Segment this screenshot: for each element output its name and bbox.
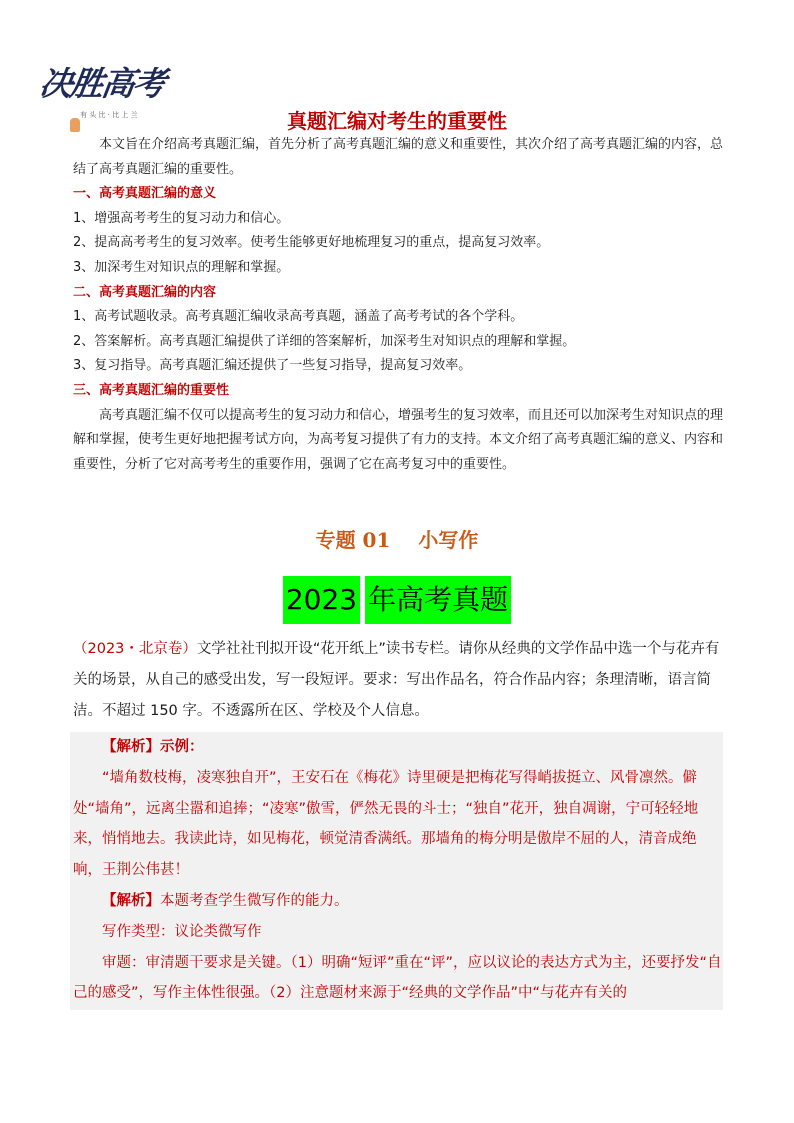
intro-section — [73, 133, 723, 477]
question-source: （2023・北京卷） — [73, 641, 197, 657]
topic-name: 小写作 — [418, 528, 479, 552]
analysis — [73, 732, 723, 1009]
section-heading: 一、高考真题汇编的意义 — [73, 186, 217, 202]
page-title: 真题汇编对考生的重要性 — [287, 109, 507, 133]
list-item: 1、高考试题收录。高考真题汇编收录高考真题，涵盖了高考考试的各个学科。 — [73, 309, 524, 325]
analysis-tag: 【解析】 — [102, 892, 160, 909]
year-banner-year: 2023 — [283, 576, 360, 624]
list-item: 3、加深考生对知识点的理解和掌握。 — [73, 259, 290, 275]
topic-label: 专题 01 — [315, 528, 391, 552]
section-heading: 三、高考真题汇编的重要性 — [73, 382, 230, 398]
example-label: 示例： — [160, 739, 204, 755]
year-banner — [0, 576, 794, 624]
review-paragraph: 审题：审清题干要求是关键。（1）明确“短评”重在“评”，应以议论的表达方式为主，还要抒发“自己的感受”，写作主体性很强。（2）注意题材来源于“经典的文学作品”中“与花卉有关的 — [73, 954, 722, 1002]
logo-subtitle: 有 头 比 · 比 上 兰 — [80, 111, 138, 119]
writing-type: 写作类型：议论类微写作 — [102, 923, 262, 940]
example-paragraph: “墙角数枝梅，凌寒独自开”，王安石在《梅花》诗里硬是把梅花写得峭拔挺立、风骨凛然。僻处“墙角”，远离尘嚣和追捧；“凌寒”傲雪，俨然无畏的斗士；“独自”花开，独自凋谢，宁可轻轻地来，悄悄地去。我读此诗，如见梅花，顿觉清香满纸。那墙角的梅分明是傲岸不屈的人，清音成绝响，王荆公伟甚！ — [73, 769, 699, 879]
analysis-tag: 【解析】 — [102, 739, 160, 755]
list-item: 2、提高高考考生的复习效率。使考生能够更好地梳理复习的重点，提高复习效率。 — [73, 235, 550, 251]
question-text: 文学社社刊拟开设“花开纸上”读书专栏。请你从经典的文学作品中选一个与花卉有关的场景，从自己的感受出发，写一段短评。要求：写出作品名，符合作品内容；条理清晰，语言简洁。不超过 150 字。不透露所在区、学校及个人信息。 — [73, 641, 720, 719]
section-heading: 二、高考真题汇编的内容 — [73, 284, 217, 300]
analysis-point: 本题考查学生微写作的能力。 — [160, 892, 349, 909]
topic-title — [0, 524, 794, 553]
logo-title: 决胜高考 — [36, 64, 167, 103]
list-item: 1、增强高考考生的复习动力和信心。 — [73, 210, 290, 226]
question — [73, 634, 723, 727]
list-item: 2、答案解析。高考真题汇编提供了详细的答案解析，加深考生对知识点的理解和掌握。 — [73, 333, 576, 349]
intro-paragraph: 本文旨在介绍高考真题汇编，首先分析了高考真题汇编的意义和重要性，其次介绍了高考真题汇编的内容，总结了高考真题汇编的重要性。 — [73, 137, 724, 177]
list-item: 3、复习指导。高考真题汇编还提供了一些复习指导，提高复习效率。 — [73, 358, 472, 374]
section-paragraph: 高考真题汇编不仅可以提高考生的复习动力和信心，增强考生的复习效率，而且还可以加深考生对知识点的理解和掌握，使考生更好地把握考试方向，为高考复习提供了有力的支持。本文介绍了高考真题汇编的意义、内容和重要性，分析了它对高考考生的重要作用，强调了它在高考复习中的重要性。 — [73, 407, 724, 472]
year-banner-text: 年高考真题 — [365, 576, 511, 624]
